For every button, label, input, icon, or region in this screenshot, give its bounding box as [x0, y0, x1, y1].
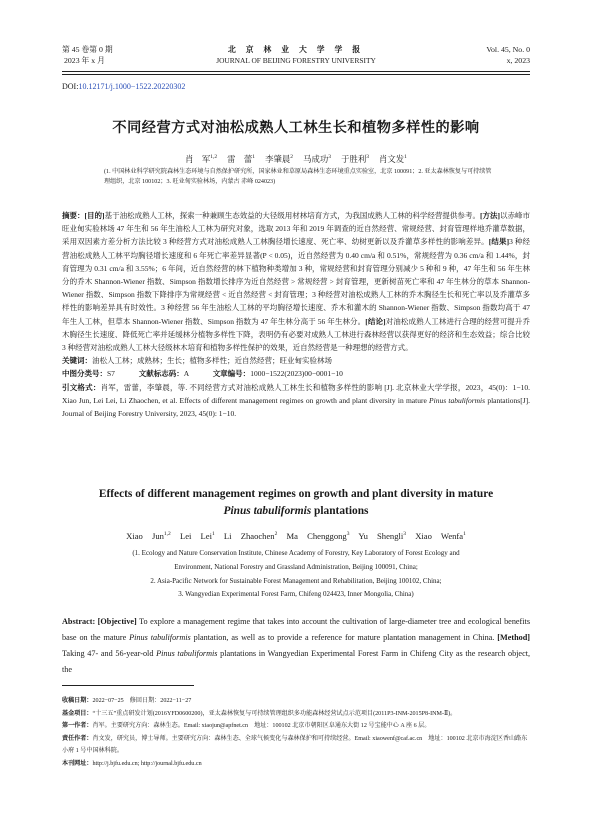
author-cn: 肖文发$^1$ — [379, 154, 407, 164]
footnotes — [62, 695, 532, 771]
header-right — [486, 44, 530, 66]
volume-issue: 第 45 卷第 0 期 — [62, 45, 113, 54]
author-en: Yu Shengli$^3$ — [358, 531, 407, 541]
volume-en: Vol. 45, No. 0 — [486, 45, 530, 54]
abstract-body-cn: 摘要：[目的]基于油松成熟人工林，探索一种兼顾生态效益的大径级用材林培育方式，为我国成熟人工林的科学经营提供参考。[方法]以赤峰市旺业甸实验林场 47 年生和 56 年生油松人工林为研究对象，选取 2013 年和 2019 年调查的近自然经营、常规经营、封育管理样地乔灌草数据，采用双因素方差分析方法比较 3 种经营方式对油松成熟人工林胸径增长速度、死亡率、幼树更新以及乔灌草多样性的影响差异。[结果]3 种经营油松成熟人工林平均胸径增长速度和 6 年死亡率差异显著(P < 0.05)，近自然经营为 0.40 cm/a 和 0.51%，常规经营为 0.36 cm/a 和 1.44%，封育管理为 0.31 cm/a 和 3.55%；6 年间，近自然经营的林下植物种类增加 3 种，常规经营和封育管理分别减少 5 种和 9 种，47 年生和 56 年生林分的乔木 Shannon-Wiener 指数、Simpson 指数增长排序为近自然经营 > 常规经营 > 封育管理，更新树苗死亡率和 47 年生林分的草本 Shannon-Wiener 指数、Simpson 指数下降排序为常规经营 < 近自然经营 < 封育管理；3 种经营对油松成熟人工林的乔木胸径生长和死亡率以及乔灌草多样性的影响差异具有时效性。3 种经营 56 年生油松人工林的平均胸径增长速度、乔木和灌木的 Shannon-Wiener 指数、Simpson 指数均高于 47 年生人工林，但草本 Shannon-Wiener 指数、Simpson 指数为 47 年生林分高于 56 年生林分。[结论]对油松成熟人工林进行合理的经营可提升乔木胸径生长速度、降低死亡率并延缓林分植物多样性下降，表明仍有必要对成熟人工林进行森林经营以获得更好的经济和生态效益；综合比较 3 种经营对油松成熟人工林大径级林木培育和植物多样性保护的效果，近自然经营是一种理想的经营方式。 — [62, 211, 531, 353]
affiliations-en: (1. Ecology and Nature Conservation Institute, Chinese Academy of Forestry, Key Laboratory of Forest Ecology and Environment, National Forestry and Grassland Administration, Beijing 100091, China; 2. Asia-Pacific Network for Sustainable Forest Management and Rehabilitation, Beijing 100102, China; 3. Wangyedian Experimental Forest Farm, Chifeng 024423, Inner Mongolia, China) — [132, 549, 460, 599]
doi-prefix: DOI: — [62, 82, 79, 91]
author-en: Ma Chenggong$^3$ — [286, 531, 350, 541]
author-cn: 雷 蕾$^1$ — [227, 154, 256, 164]
footnote-rule — [62, 685, 194, 686]
paper-title-cn: 不同经营方式对油松成熟人工林生长和植物多样性的影响 — [112, 120, 480, 136]
author-en: Lei Lei$^1$ — [179, 531, 215, 541]
footnote-received: 收稿日期：2022−07−25 修回日期：2022−11−27 — [62, 698, 192, 704]
issue-date: 2023 年 x 月 — [64, 56, 105, 65]
author-cn: 于胜利$^3$ — [341, 154, 369, 164]
date-en: x, 2023 — [506, 56, 530, 65]
classification-line: 中图分类号：S7 文献标志码：A 文章编号：1000−1522(2023)00−0001−10 — [62, 369, 343, 379]
author-en: Xiao Wenfa$^1$ — [415, 531, 466, 541]
footnote-journal-url: 本刊网址：http://j.bjfu.edu.cn; http://journal.bjfu.edu.cn — [62, 760, 202, 767]
author-list-cn — [0, 153, 592, 165]
abstract-en: Abstract: [Objective] To explore a management regime that takes into account the cultivation of large-diameter tree and ecological benefits base on the mature Pinus tabuliformis plantation, as well as to provide a reference for mature plantation management in China. [Method] Taking 47- and 56-year-old Pinus tabuliformis plantations in Wangyedian Experimental Forest Farm in Chifeng City as the research object, the — [62, 617, 531, 674]
header-rule — [62, 71, 530, 72]
affiliations-cn: (1. 中国林业科学研究院森林生态环境与自然保护研究所，国家林业和草原局森林生态环境重点实验室，北京 100091；2. 亚太森林恢复与可持续管理组织，北京 100102；3. 旺业甸实验林场，内蒙古 赤峰 024023) — [104, 169, 492, 185]
author-cn: 马成功$^3$ — [303, 154, 331, 164]
author-en: Li Zhaochen$^2$ — [223, 531, 278, 541]
author-cn: 李肇晨$^2$ — [265, 154, 294, 164]
paper-title-en: Effects of different management regimes on growth and plant diversity in mature Pinus tabuliformis plantations — [98, 488, 494, 517]
author-list-en — [0, 531, 592, 541]
footnote-corresponding-author: 责任作者：肖文发，研究员，博士导师。主要研究方向：森林生态、全球气候变化与森林保护和可持续经营。Email: xiaowenf@caf.ac.cn 地址：100102 北京市海淀区香山路东小府 1 号中国林科院。 — [62, 735, 528, 755]
author-cn: 肖 军$^{1,2}$ — [185, 154, 218, 164]
keywords-cn: 关键词：油松人工林；成熟林；生长；植物多样性；近自然经营；旺业甸实验林场 — [62, 356, 332, 366]
header-rule-thin — [62, 74, 530, 75]
citation-format: 引文格式：肖军，雷蕾，李肇晨，等. 不同经营方式对油松成熟人工林生长和植物多样性的影响 [J]. 北京林业大学学报，2023，45(0)：1−10. Xiao Jun, Lei Lei, Li Zhaochen, et al. Effects of different management regimes on growth and plant diversity in mature Pinus tabuliformis plantations[J]. Journal of Beijing Forestry University, 2023, 45(0): 1−10. — [62, 382, 531, 419]
journal-name-cn: 北 京 林 业 大 学 学 报 — [227, 45, 365, 54]
footnote-first-author: 第一作者：肖军。主要研究方向：森林生态。Email: xiaojun@apfnet.cn 地址：100102 北京市朝阳区阜通东大街 12 号宝能中心 A 座 6 层。 — [62, 723, 431, 730]
journal-name-en: JOURNAL OF BEIJING FORESTRY UNIVERSITY — [216, 56, 376, 65]
author-en: Xiao Jun$^{1,2}$ — [126, 531, 171, 541]
footnote-funding: 基金项目：“十三五”重点研发计划(2016YFD0600200)，亚太森林恢复与可持续管理组织多功能森林经营试点示范项目(2011P3-INM-2015P8-INM-Ⅱ)。 — [62, 710, 457, 717]
doi-line — [62, 82, 185, 91]
doi-link[interactable]: 10.12171/j.1000−1522.20220302 — [78, 82, 186, 91]
abstract-cn — [62, 209, 530, 420]
